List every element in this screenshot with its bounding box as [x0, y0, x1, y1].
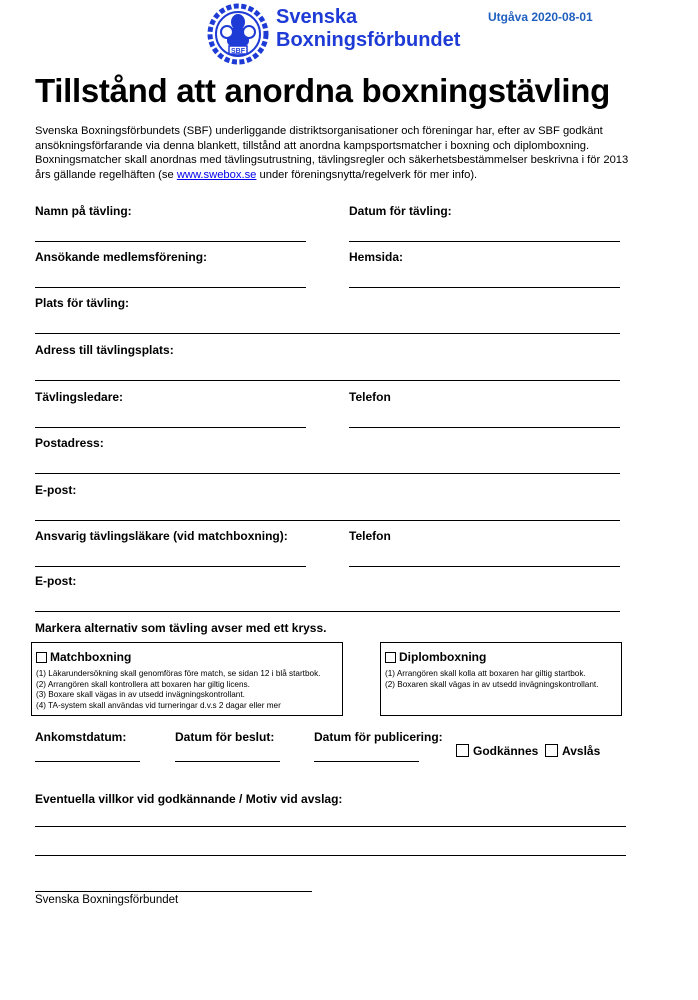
option-match-box [31, 642, 343, 716]
label-website: Hemsida: [349, 250, 404, 264]
approved-option[interactable] [456, 744, 538, 758]
label-competition-name: Namn på tävling: [35, 204, 132, 218]
intro-text-part1: Svenska Boxningsförbundets (SBF) underliggande distriktsorganisationer och föreningar har, efter av SBF godkänt ansökningsförfarande via denna blankett, tillstånd att anordna kampsportsmatcher i boxning och diplomboxning. Boxningsmatcher skall anordnas med tävlingsutrustning, tävlingsregler och säkerhetsbestämmelser beskrivna i för 2013 års gällande regelhäften (se [35, 125, 629, 181]
field-postal-address[interactable] [35, 473, 620, 474]
label-email-1: E-post: [35, 483, 77, 497]
diploma-checkbox[interactable] [385, 652, 396, 663]
approved-checkbox[interactable] [456, 744, 469, 757]
list-item: (2) Arrangören skall kontrollera att boxaren har giltig licens. [36, 679, 250, 689]
field-publish-date[interactable] [314, 761, 419, 762]
field-phone-2[interactable] [349, 566, 620, 567]
intro-text-part2: under föreningsnytta/regelverk för mer info). [256, 168, 478, 181]
brand-name [276, 6, 460, 52]
label-competition-leader: Tävlingsledare: [35, 390, 124, 404]
approved-label: Godkännes [473, 744, 539, 758]
list-item: (2) Boxaren skall vägas in av utsedd invägningskontrollant. [385, 679, 599, 689]
field-competition-leader[interactable] [35, 427, 306, 428]
label-venue-address: Adress till tävlingsplats: [35, 343, 174, 357]
option-match-header [36, 648, 131, 666]
edition-label: Utgåva 2020-08-01 [488, 10, 593, 24]
field-competition-date[interactable] [349, 241, 620, 242]
field-applicant-club[interactable] [35, 287, 306, 288]
rejected-label: Avslås [562, 744, 601, 758]
option-match-list [36, 669, 338, 711]
list-item: (1) Läkarundersökning skall genomföras före match, se sidan 12 i blå startbok. [36, 669, 321, 678]
options-instruction: Markera alternativ som tävling avser med ett kryss. [35, 621, 327, 635]
signature-line[interactable] [35, 891, 312, 892]
signature-label: Svenska Boxningsförbundet [35, 894, 179, 906]
label-phone-1: Telefon [349, 390, 391, 404]
option-diploma-list [385, 669, 617, 690]
label-publish-date: Datum för publicering: [314, 730, 443, 744]
label-postal-address: Postadress: [35, 436, 104, 450]
rejected-option[interactable] [545, 744, 600, 758]
match-checkbox[interactable] [36, 652, 47, 663]
list-item: (3) Boxare skall vägas in av utsedd invägningskontrollant. [36, 690, 245, 699]
label-decision-date: Datum för beslut: [175, 730, 275, 744]
list-item: (4) TA-system skall användas vid turneringar d.v.s 2 dagar eller mer [36, 700, 281, 710]
label-phone-2: Telefon [349, 529, 391, 543]
list-item: (1) Arrangören skall kolla att boxaren har giltig startbok. [385, 669, 586, 678]
page-title: Tillstånd att anordna boxningstävling [35, 72, 611, 109]
label-arrival-date: Ankomstdatum: [35, 730, 127, 744]
swebox-link[interactable]: www.swebox.se [176, 168, 257, 181]
label-email-2: E-post: [35, 574, 77, 588]
field-email-1[interactable] [35, 520, 620, 521]
option-diploma-header [385, 648, 486, 666]
field-doctor[interactable] [35, 566, 306, 567]
brand-name-line2: Boxningsförbundet [276, 29, 461, 51]
field-conditions-2[interactable] [35, 855, 626, 856]
field-email-2[interactable] [35, 611, 620, 612]
field-venue[interactable] [35, 333, 620, 334]
field-decision-date[interactable] [175, 761, 280, 762]
logo-text: SBF [231, 48, 245, 55]
field-venue-address[interactable] [35, 380, 620, 381]
option-match-title: Matchboxning [50, 650, 132, 664]
brand-name-line1: Svenska [276, 6, 358, 28]
field-website[interactable] [349, 287, 620, 288]
field-arrival-date[interactable] [35, 761, 140, 762]
label-venue: Plats för tävling: [35, 296, 130, 310]
label-competition-date: Datum för tävling: [349, 204, 452, 218]
rejected-checkbox[interactable] [545, 744, 558, 757]
option-diploma-box [380, 642, 622, 716]
boxer-crest-icon [205, 2, 271, 66]
intro-text [35, 124, 633, 182]
option-diploma-title: Diplomboxning [399, 650, 487, 664]
field-conditions-1[interactable] [35, 826, 626, 827]
label-applicant-club: Ansökande medlemsförening: [35, 250, 208, 264]
label-conditions: Eventuella villkor vid godkännande / Motiv vid avslag: [35, 792, 343, 806]
logo [205, 2, 271, 66]
field-competition-name[interactable] [35, 241, 306, 242]
label-doctor: Ansvarig tävlingsläkare (vid matchboxning): [35, 529, 288, 543]
field-phone-1[interactable] [349, 427, 620, 428]
